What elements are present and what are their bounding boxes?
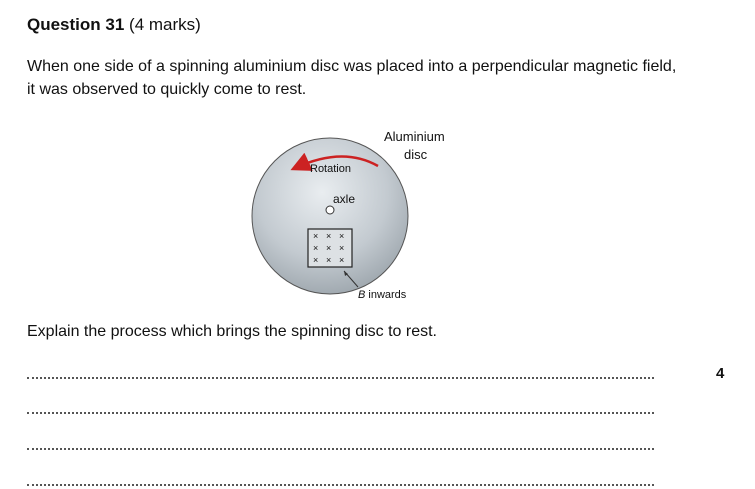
field-label bbox=[358, 289, 406, 301]
question-number: Question 31 bbox=[27, 15, 125, 34]
disc-label-line2: disc bbox=[404, 147, 428, 162]
question-marks: (4 marks) bbox=[129, 15, 201, 34]
answer-line[interactable] bbox=[27, 484, 654, 486]
margin-marks: 4 bbox=[716, 365, 725, 382]
axle-label: axle bbox=[333, 192, 356, 206]
question-heading bbox=[27, 15, 201, 35]
field-symbol-b: B bbox=[358, 289, 366, 301]
field-cross: × bbox=[313, 231, 319, 241]
field-cross: × bbox=[339, 255, 345, 265]
field-cross: × bbox=[339, 231, 345, 241]
aluminium-disc bbox=[252, 138, 408, 294]
disc-svg bbox=[248, 124, 468, 309]
rotation-label: Rotation bbox=[310, 163, 351, 175]
answer-line[interactable] bbox=[27, 448, 654, 450]
axle-icon bbox=[326, 206, 334, 214]
field-cross: × bbox=[313, 243, 319, 253]
field-direction: inwards bbox=[365, 289, 407, 301]
question-prompt: Explain the process which brings the spinning disc to rest. bbox=[27, 323, 437, 340]
disc-label-line1: Aluminium bbox=[384, 129, 445, 144]
field-cross: × bbox=[326, 255, 332, 265]
field-cross: × bbox=[326, 243, 332, 253]
answer-line[interactable] bbox=[27, 412, 654, 414]
question-text: When one side of a spinning aluminium disc was placed into a perpendicular magnetic field, it was observed to quickly come to rest. bbox=[27, 58, 677, 98]
field-cross: × bbox=[326, 231, 332, 241]
disc-diagram bbox=[248, 124, 468, 309]
field-cross: × bbox=[339, 243, 345, 253]
field-cross: × bbox=[313, 255, 319, 265]
answer-line[interactable] bbox=[27, 377, 654, 379]
